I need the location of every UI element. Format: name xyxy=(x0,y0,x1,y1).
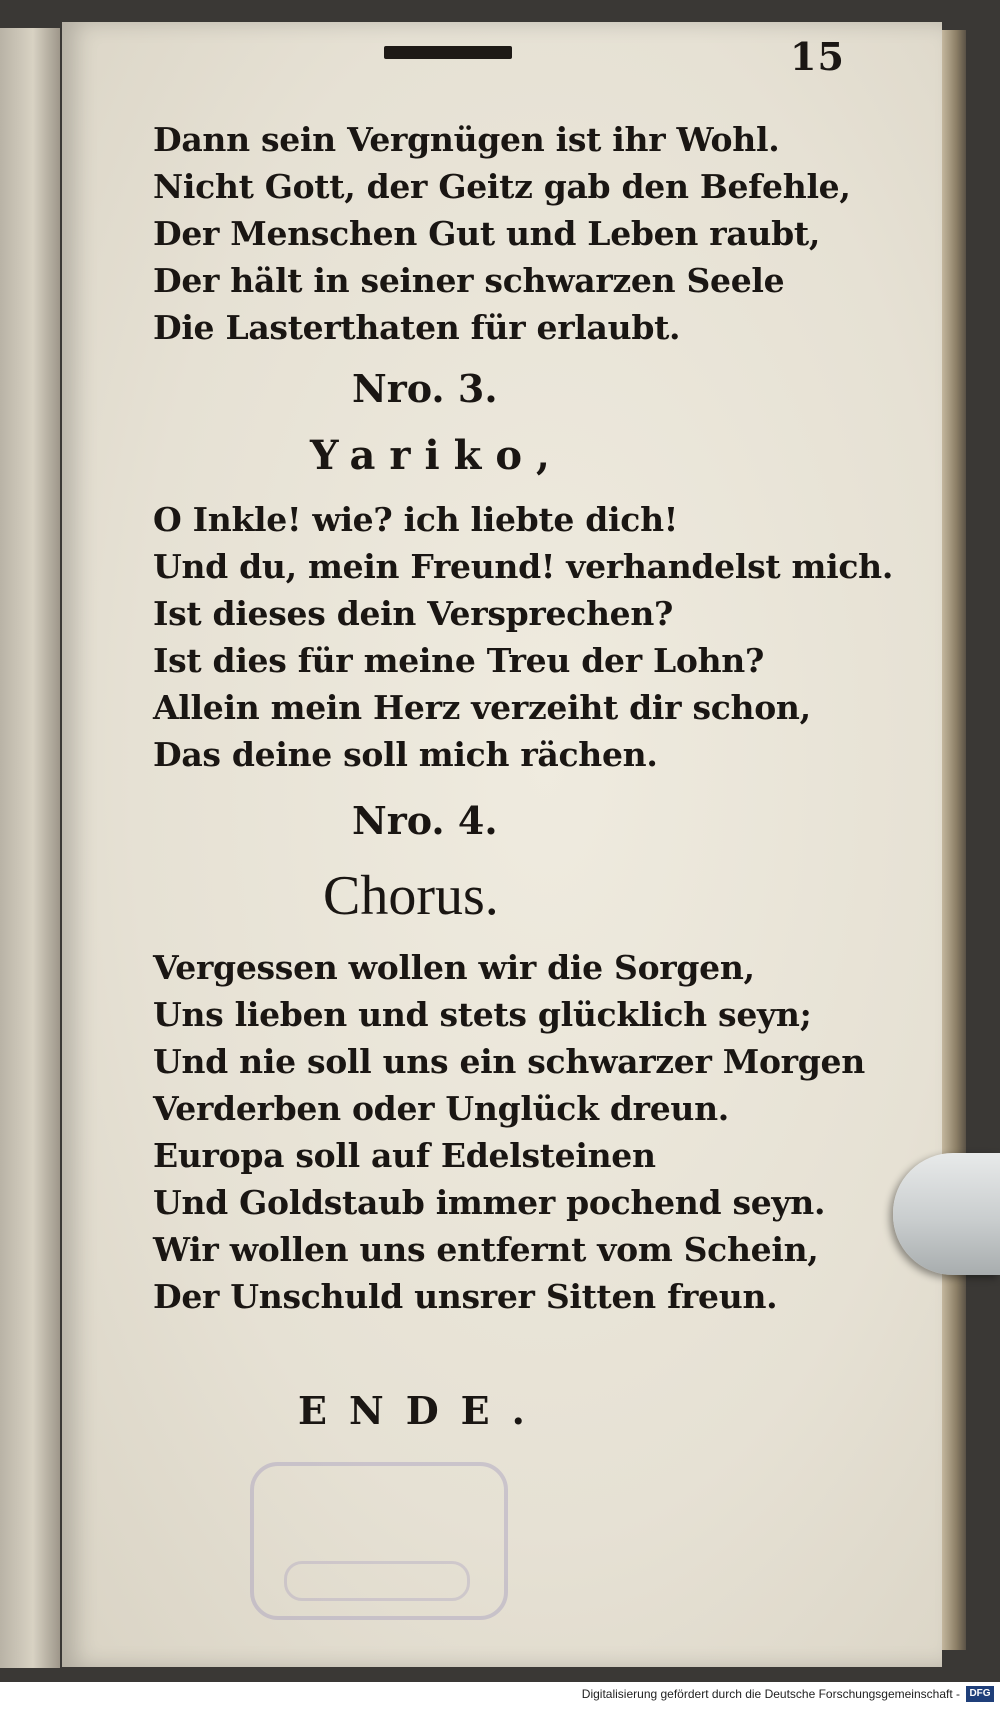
stanza-3 xyxy=(153,944,865,1320)
verse-line: Vergessen wollen wir die Sorgen, xyxy=(153,948,755,987)
number-heading-3: Nro. 3. xyxy=(352,366,498,411)
page-fore-edge xyxy=(942,30,966,1650)
stanza-2 xyxy=(153,496,893,778)
page-number: 15 xyxy=(790,34,845,79)
verse-line: Die Lasterthaten für erlaubt. xyxy=(153,308,681,347)
verse-line: Ist dieses dein Versprechen? xyxy=(153,594,674,633)
facing-page-edge xyxy=(0,28,60,1668)
verse-line: Der Menschen Gut und Leben raubt, xyxy=(153,214,821,253)
verse-line: O Inkle! wie? ich liebte dich! xyxy=(153,500,678,539)
header-rule xyxy=(384,46,512,59)
verse-line: Und nie soll uns ein schwarzer Morgen xyxy=(153,1042,865,1081)
verse-line: Wir wollen uns entfernt vom Schein, xyxy=(153,1230,819,1269)
page-clip xyxy=(893,1153,1000,1275)
number-heading-4: Nro. 4. xyxy=(352,798,498,843)
verse-line: Verderben oder Unglück dreun. xyxy=(153,1089,729,1128)
verse-line: Das deine soll mich rächen. xyxy=(153,735,658,774)
verse-line: Europa soll auf Edelsteinen xyxy=(153,1136,656,1175)
verse-line: Der Unschuld unsrer Sitten freun. xyxy=(153,1277,778,1316)
ende-mark: ENDE. xyxy=(298,1388,547,1433)
verse-line: Uns lieben und stets glücklich seyn; xyxy=(153,995,812,1034)
verse-line: Und du, mein Freund! verhandelst mich. xyxy=(153,547,894,586)
verse-line: Der hält in seiner schwarzen Seele xyxy=(153,261,785,300)
verse-line: Allein mein Herz verzeiht dir schon, xyxy=(153,688,811,727)
verse-line: Nicht Gott, der Geitz gab den Befehle, xyxy=(153,167,851,206)
library-stamp xyxy=(250,1462,508,1620)
dfg-logo: DFG xyxy=(966,1686,994,1702)
verse-line: Ist dies für meine Treu der Lohn? xyxy=(153,641,765,680)
verse-line: Dann sein Vergnügen ist ihr Wohl. xyxy=(153,120,780,159)
library-stamp-inner xyxy=(284,1561,470,1601)
dfg-credit: Digitalisierung gefördert durch die Deutsche Forschungsgemeinschaft - xyxy=(581,1687,960,1701)
heading-chorus: Chorus. xyxy=(323,865,499,927)
verse-line: Und Goldstaub immer pochend seyn. xyxy=(153,1183,826,1222)
heading-yariko: Yariko, xyxy=(310,432,564,479)
stanza-1 xyxy=(153,116,851,351)
